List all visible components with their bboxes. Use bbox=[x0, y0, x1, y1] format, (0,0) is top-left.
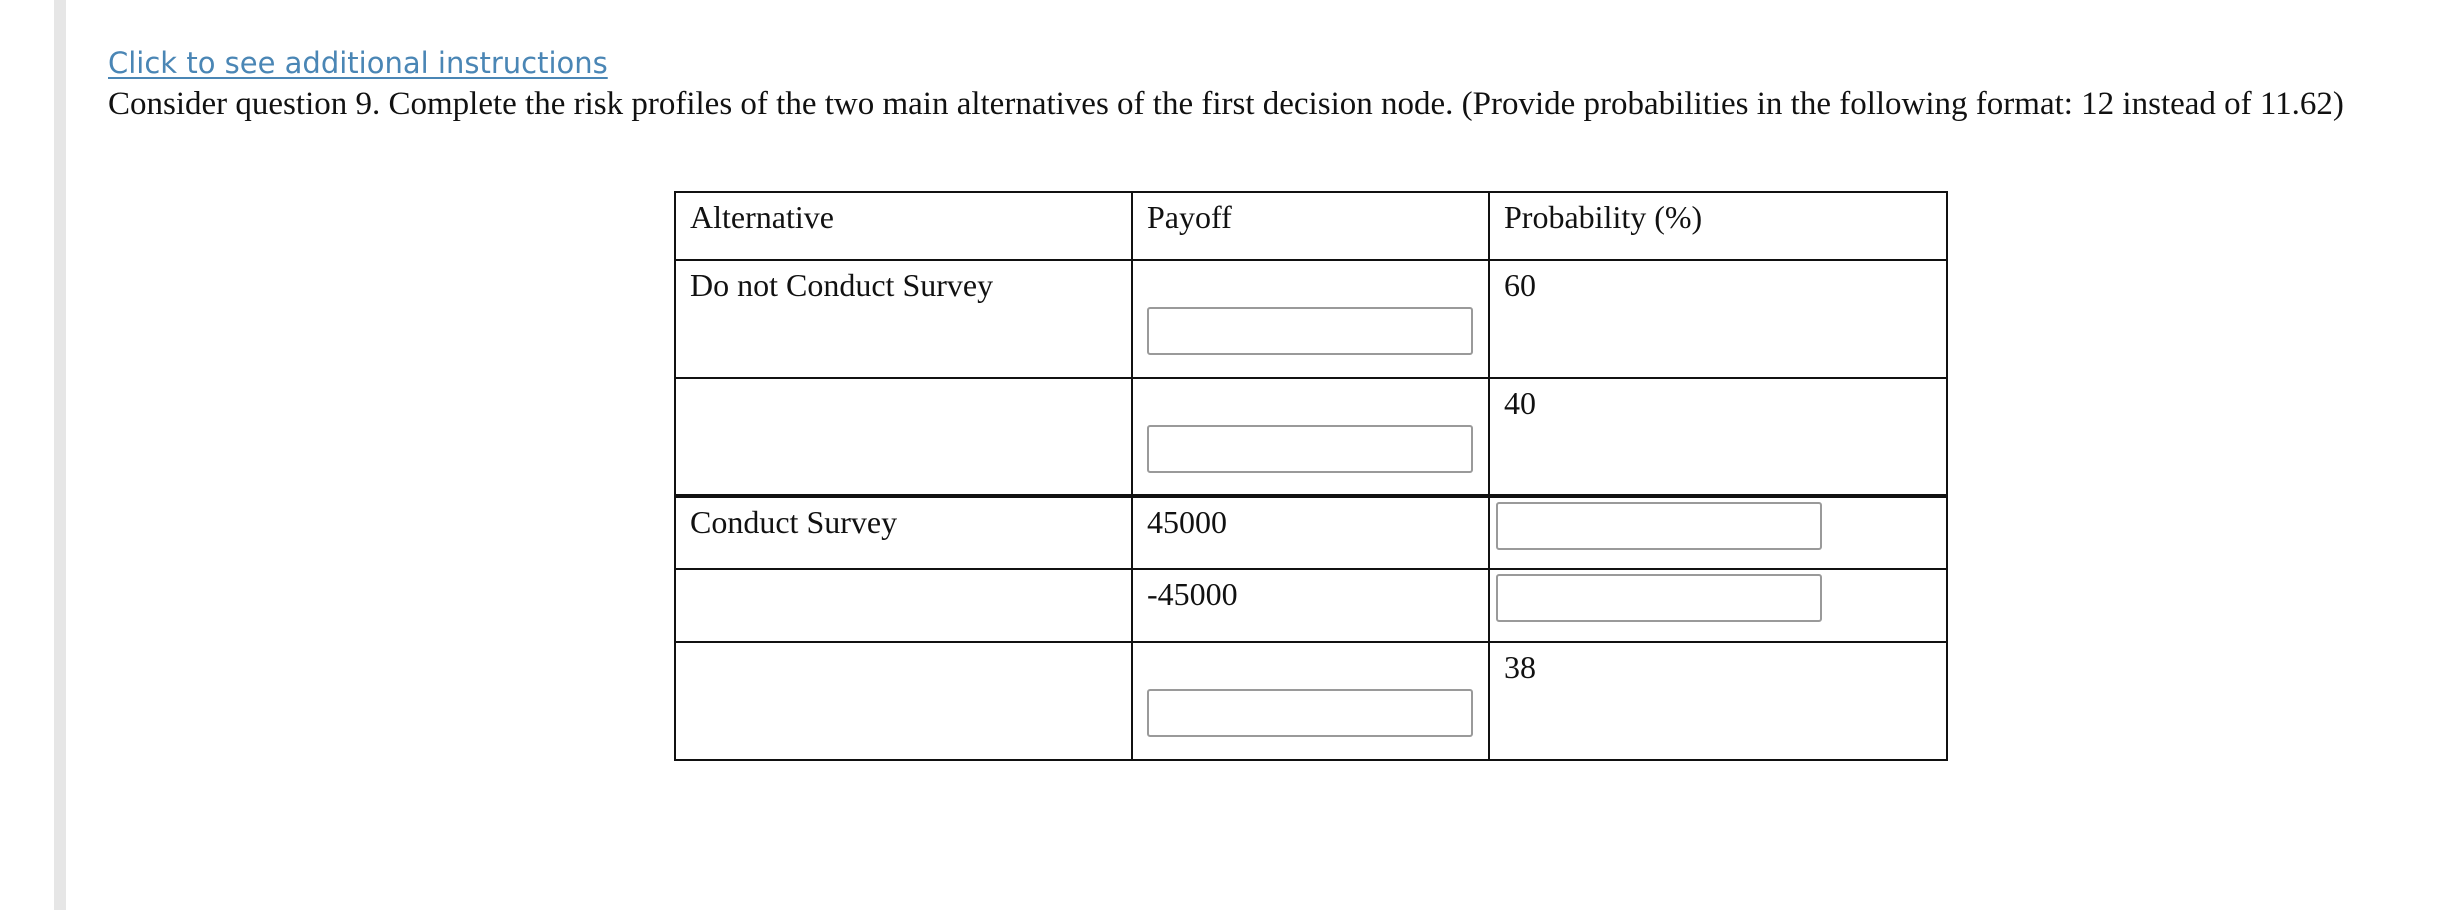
probability-value: 60 bbox=[1504, 267, 1536, 303]
table-row bbox=[675, 569, 1947, 642]
payoff-value: 45000 bbox=[1147, 504, 1227, 540]
probability-value: 38 bbox=[1504, 649, 1536, 685]
alternative-cell bbox=[675, 642, 1132, 760]
payoff-value: -45000 bbox=[1147, 576, 1238, 612]
table-row bbox=[675, 496, 1947, 569]
probability-input-row3[interactable] bbox=[1496, 502, 1822, 550]
alternative-cell bbox=[675, 378, 1132, 496]
alternative-label: Conduct Survey bbox=[690, 504, 898, 540]
table-row bbox=[675, 260, 1947, 378]
payoff-input-row5[interactable] bbox=[1147, 689, 1473, 737]
table-row bbox=[675, 378, 1947, 496]
payoff-cell bbox=[1132, 496, 1489, 569]
header-alternative-label: Alternative bbox=[690, 199, 834, 235]
probability-cell bbox=[1489, 378, 1947, 496]
header-payoff-label: Payoff bbox=[1147, 199, 1232, 235]
alternative-label: Do not Conduct Survey bbox=[690, 267, 994, 303]
content bbox=[108, 44, 2408, 124]
header-alternative bbox=[675, 192, 1132, 260]
header-probability bbox=[1489, 192, 1947, 260]
alternative-cell bbox=[675, 260, 1132, 378]
payoff-cell bbox=[1132, 569, 1489, 642]
header-probability-label: Probability (%) bbox=[1504, 199, 1703, 235]
payoff-input-row1[interactable] bbox=[1147, 307, 1473, 355]
probability-cell bbox=[1489, 496, 1947, 569]
probability-cell bbox=[1489, 569, 1947, 642]
risk-profile-table bbox=[674, 191, 1948, 761]
payoff-cell bbox=[1132, 378, 1489, 496]
probability-cell bbox=[1489, 260, 1947, 378]
left-rail bbox=[54, 0, 66, 910]
probability-cell bbox=[1489, 642, 1947, 760]
table-header-row bbox=[675, 192, 1947, 260]
probability-value: 40 bbox=[1504, 385, 1536, 421]
additional-instructions-link[interactable]: Click to see additional instructions bbox=[108, 46, 608, 80]
alternative-cell bbox=[675, 496, 1132, 569]
header-payoff bbox=[1132, 192, 1489, 260]
payoff-cell bbox=[1132, 642, 1489, 760]
probability-input-row4[interactable] bbox=[1496, 574, 1822, 622]
alternative-cell bbox=[675, 569, 1132, 642]
question-text: Consider question 9. Complete the risk profiles of the two main alternatives of the first decision node. (Provide probabilities in the following format: 12 instead of 11.62) bbox=[108, 86, 2344, 122]
payoff-cell bbox=[1132, 260, 1489, 378]
table-row bbox=[675, 642, 1947, 760]
payoff-input-row2[interactable] bbox=[1147, 425, 1473, 473]
